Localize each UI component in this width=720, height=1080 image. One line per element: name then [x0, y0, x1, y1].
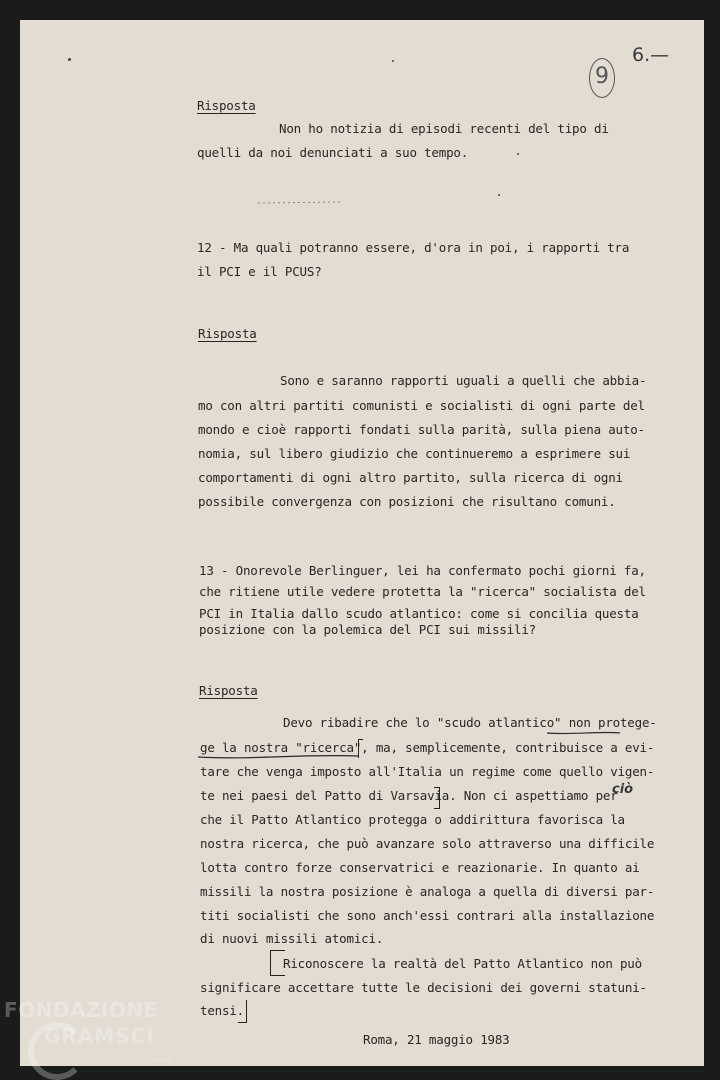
heading-risposta-1: Risposta [197, 98, 256, 113]
paper-speck [68, 58, 71, 61]
answer-3-line-2: ge la nostra "ricerca", ma, semplicemente, contribuisce a evi- [200, 740, 655, 755]
question-13-line-4: posizione con la polemica del PCI sui missili? [199, 622, 536, 637]
watermark-line3: onlus [150, 1055, 172, 1064]
answer-3-line-10: di nuovi missili atomici. [200, 931, 384, 946]
answer-3-line-12: significare accettare tutte le decisioni dei governi statuni- [200, 980, 647, 995]
answer-1-line-2: quelli da noi denunciati a suo tempo. [197, 145, 469, 160]
question-13-line-2: che ritiene utile vedere protetta la "ricerca" socialista del [199, 584, 646, 599]
watermark-line1: FONDAZIONE [4, 998, 158, 1022]
watermark-g-shape [28, 1022, 86, 1080]
bracket-open-1 [358, 739, 363, 758]
handwritten-annotation: ciò [612, 782, 634, 797]
answer-3-line-1: Devo ribadire che lo "scudo atlantico" non protege- [283, 715, 657, 730]
answer-2-line-3: mondo e cioè rapporti fondati sulla parità, sulla piena auto- [198, 422, 645, 437]
answer-3-line-9: titi socialisti che sono anch'essi contrari alla installazione [200, 908, 655, 923]
paper-speck [517, 153, 519, 155]
answer-1-line-1: Non ho notizia di episodi recenti del tipo di [279, 121, 609, 136]
bracket-close-2 [238, 1000, 247, 1023]
question-12-line-2: il PCI e il PCUS? [197, 264, 322, 279]
answer-3-line-7: lotta contro forze conservatrici e reazionarie. In quanto ai [200, 860, 640, 875]
place-date: Roma, 21 maggio 1983 [363, 1032, 510, 1047]
answer-3-line-6: nostra ricerca, che può avanzare solo attraverso una difficile [200, 836, 655, 851]
answer-3-line-3: tare che venga imposto all'Italia un regime come quello vigen- [200, 764, 655, 779]
paper-speck [392, 60, 394, 62]
question-13-line-3: PCI in Italia dallo scudo atlantico: come si concilia questa [199, 606, 639, 621]
answer-3-line-5: che il Patto Atlantico protegga o addirittura favorisca la [200, 812, 625, 827]
answer-2-line-2: mo con altri partiti comunisti e socialisti di ogni parte del [198, 398, 645, 413]
answer-3-line-11: Riconoscere la realtà del Patto Atlantico non può [283, 956, 642, 971]
answer-2-line-5: comportamenti di ogni altro partito, sulla ricerca di ogni [198, 470, 623, 485]
page-number: 6.— [632, 44, 670, 66]
question-12-line-1: 12 - Ma quali potranno essere, d'ora in poi, i rapporti tra [197, 240, 630, 255]
answer-2-line-1: Sono e saranno rapporti uguali a quelli che abbia- [280, 373, 647, 388]
answer-2-line-4: nomia, sul libero giudizio che continueremo a esprimere sui [198, 446, 631, 461]
watermark-line2: GRAMSCI [44, 1024, 155, 1048]
bracket-open-2 [270, 950, 285, 976]
answer-3-line-4: te nei paesi del Patto di Varsavia. Non ci aspettiamo per [200, 788, 618, 803]
answer-2-line-6: possibile convergenza con posizioni che risultano comuni. [198, 494, 616, 509]
heading-risposta-2: Risposta [198, 326, 257, 341]
bracket-close-1 [434, 787, 440, 809]
watermark-logo [4, 998, 172, 1064]
heading-risposta-3: Risposta [199, 683, 258, 698]
question-13-line-1: 13 - Onorevole Berlinguer, lei ha confermato pochi giorni fa, [199, 563, 646, 578]
answer-3-line-8: missili la nostra posizione è analoga a quella di diversi par- [200, 884, 655, 899]
circled-number: 9 [589, 58, 615, 98]
paper-speck [498, 194, 500, 196]
answer-3-line-13: tensi. [200, 1003, 244, 1018]
